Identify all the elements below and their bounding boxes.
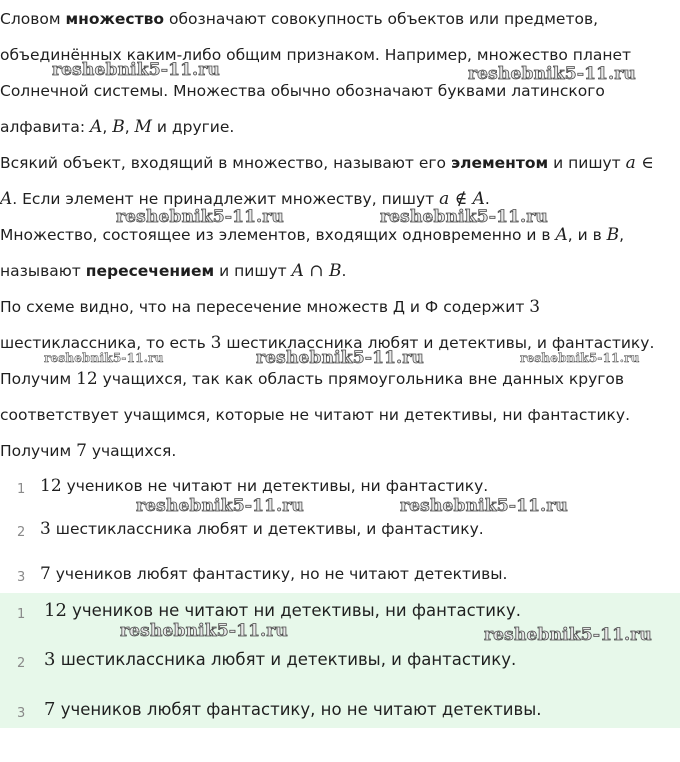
watermark: reshebnik5-11.ru xyxy=(484,625,652,645)
text-line: Солнечной системы. Множества обычно обозначают буквами латинского xyxy=(0,82,605,100)
list-index: 2 xyxy=(17,525,26,540)
text-line: объединённых каким-либо общим признаком. Например, множество планет xyxy=(0,46,632,64)
text-line: По схеме видно, что на пересечение множеств Д и Ф содержит 3 xyxy=(0,297,541,317)
list-index: 1 xyxy=(17,482,26,497)
text-line: A. Если элемент не принадлежит множеству, пишут a ∉ A. xyxy=(0,189,490,209)
text-line: Получим 7 учащихся. xyxy=(0,441,177,461)
watermark: reshebnik5-11.ru xyxy=(400,496,568,516)
watermark: reshebnik5-11.ru xyxy=(136,496,304,516)
list-index: 1 xyxy=(17,607,26,622)
text-line: соответствует учащимся, которые не читают ни детективы, ни фантастику. xyxy=(0,406,630,424)
text-line: алфавита: A, B, M и другие. xyxy=(0,117,235,137)
text-line: Получим 12 учащихся, так как область прямоугольника вне данных кругов xyxy=(0,369,625,389)
list-item: 7 учеников любят фантастику, но не читают детективы. xyxy=(40,564,508,584)
text-line: шестиклассника, то есть 3 шестиклассника любят и детективы, и фантастику. xyxy=(0,333,655,353)
watermark: reshebnik5-11.ru xyxy=(44,351,164,365)
watermark: reshebnik5-11.ru xyxy=(116,207,284,227)
text-line: называют пересечением и пишут A ∩ B. xyxy=(0,261,347,281)
list-item: 7 учеников любят фантастику, но не читают детективы. xyxy=(44,699,542,720)
list-index: 3 xyxy=(17,570,26,585)
watermark: reshebnik5-11.ru xyxy=(52,60,220,80)
list-index: 2 xyxy=(17,656,26,671)
watermark: reshebnik5-11.ru xyxy=(120,621,288,641)
list-item: 3 шестиклассника любят и детективы, и фантастику. xyxy=(40,519,484,539)
text-line: Множество, состоящее из элементов, входящих одновременно и в A, и в B, xyxy=(0,225,625,245)
watermark: reshebnik5-11.ru xyxy=(256,348,424,368)
text-line: Словом множество обозначают совокупность объектов или предметов, xyxy=(0,10,599,28)
watermark: reshebnik5-11.ru xyxy=(468,64,636,84)
list-index: 3 xyxy=(17,706,26,721)
list-item: 12 учеников не читают ни детективы, ни фантастику. xyxy=(44,600,521,621)
watermark: reshebnik5-11.ru xyxy=(520,351,640,365)
list-item: 3 шестиклассника любят и детективы, и фантастику. xyxy=(44,649,517,670)
text-line: Всякий объект, входящий в множество, называют его элементом и пишут a ∈ xyxy=(0,153,654,173)
list-item: 12 учеников не читают ни детективы, ни фантастику. xyxy=(40,476,489,496)
watermark: reshebnik5-11.ru xyxy=(380,207,548,227)
